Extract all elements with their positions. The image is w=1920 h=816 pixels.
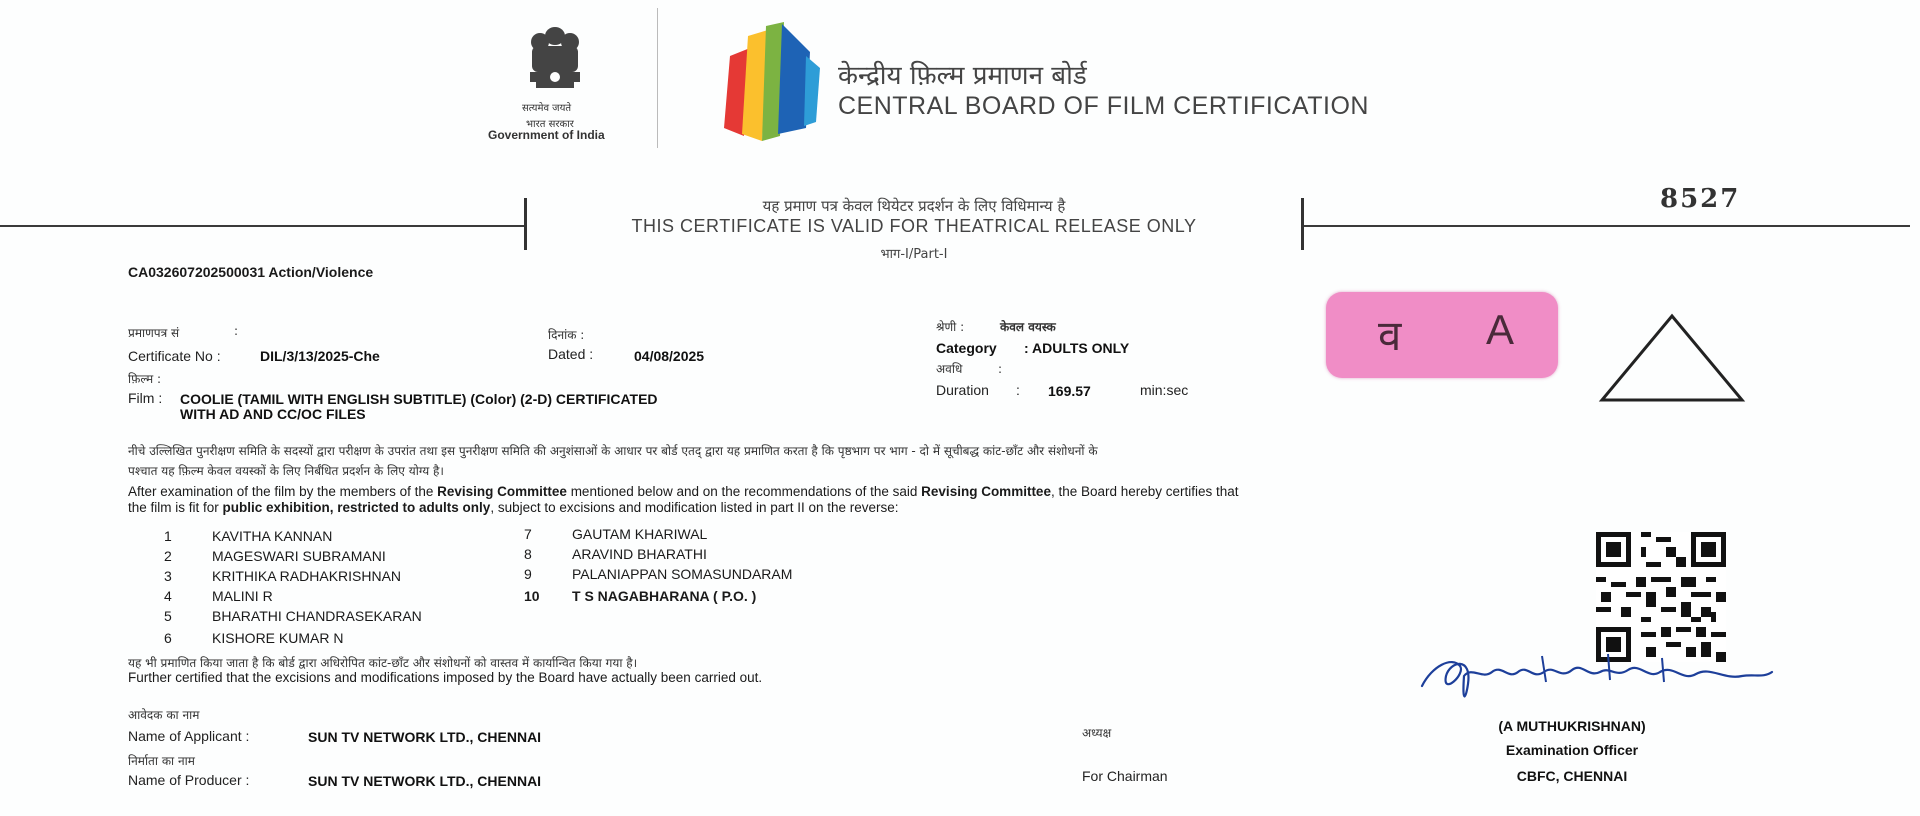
member-name: ARAVIND BHARATHI [572,546,707,562]
member-number: 4 [164,588,172,604]
duration-label-hindi: अवधि [936,362,963,376]
para1-hindi-line1: नीचे उल्लिखित पुनरीक्षण समिति के सदस्यों द्वारा परीक्षण के उपरांत तथा इस पुनरीक्षण समिति की अनुशंसाओं के आधार पर बोर्ड एतद् द्वारा यह प्रमाणित करता है कि पृष्ठभाग पर भाग - दो में सूचीबद्ध कांट-छाँट और संशोधनों के [128,444,1098,458]
member-name: PALANIAPPAN SOMASUNDARAM [572,566,793,582]
member-number: 7 [524,526,532,542]
member-name: KISHORE KUMAR N [212,630,344,646]
triangle-mark-icon [1596,310,1748,406]
para1-english-line1: After examination of the film by the members of the Revising Committee mentioned below and on the recommendations of the said Revising Committee, the Board hereby certifies that [128,484,1239,499]
banner-part: भाग-I/Part-I [880,247,948,262]
rating-english: A [1486,306,1515,353]
dated-label: Dated : [548,346,594,362]
member-number: 10 [524,588,540,604]
applicant-label: Name of Applicant : [128,728,250,744]
cbfc-logo-icon [710,16,830,141]
applicant-label-hindi: आवेदक का नाम [128,708,200,722]
category-value: : ADULTS ONLY [1024,340,1130,356]
cbfc-logo [710,16,830,141]
category-value-hindi: केवल वयस्क [1000,320,1056,334]
member-name: GAUTAM KHARIWAL [572,526,708,542]
category-label: Category [936,340,997,356]
state-emblem [480,18,630,148]
film-label: Film : [128,390,163,406]
member-number: 5 [164,608,172,624]
member-name: KAVITHA KANNAN [212,528,333,544]
cert-no-label-hindi: प्रमाणपत्र सं [128,326,180,340]
member-name: T S NAGABHARANA ( P.O. ) [572,588,757,604]
certificate-reference: CA032607202500031 Action/Violence [128,264,374,280]
member-number: 8 [524,546,532,562]
chairman-label: For Chairman [1082,768,1168,784]
banner-hindi: यह प्रमाण पत्र केवल थियेटर प्रदर्शन के लिए विधिमान्य है [762,197,1066,215]
producer-label: Name of Producer : [128,772,250,788]
para1-hindi-line2: पश्चात यह फ़िल्म केवल वयस्कों के लिए निर्बंधित प्रदर्शन के लिए योग्य है। [128,464,444,478]
banner-rule-left [0,225,524,227]
gov-english: Government of India [488,128,605,142]
para2-english: Further certified that the excisions and modifications imposed by the Board have actually been carried out. [128,670,763,685]
banner-bar-left [524,198,527,250]
film-label-hindi: फ़िल्म : [128,372,162,386]
member-name: MALINI R [212,588,273,604]
colon: : [234,324,239,338]
colon: : [1016,382,1020,398]
duration-value: 169.57 [1048,383,1091,399]
film-title-line2: WITH AD AND CC/OC FILES [180,406,366,422]
board-title-english: CENTRAL BOARD OF FILM CERTIFICATION [838,92,1369,120]
producer-value: SUN TV NETWORK LTD., CHENNAI [308,773,542,789]
officer-name: (A MUTHUKRISHNAN) [1498,718,1646,734]
cert-no-label: Certificate No : [128,348,221,364]
member-number: 6 [164,630,172,646]
film-title-line1: COOLIE (TAMIL WITH ENGLISH SUBTITLE) (Color) (2-D) CERTIFICATED [180,391,658,407]
member-number: 3 [164,568,172,584]
banner-bar-right [1301,198,1304,250]
officer-office: CBFC, CHENNAI [1516,768,1628,784]
member-number: 9 [524,566,532,582]
member-name: MAGESWARI SUBRAMANI [212,548,386,564]
member-number: 2 [164,548,172,564]
duration-label: Duration [936,382,989,398]
para1-english-line2: the film is fit for public exhibition, restricted to adults only, subject to excisions and modification listed in part II on the reverse: [128,500,899,515]
applicant-value: SUN TV NETWORK LTD., CHENNAI [308,729,542,745]
producer-label-hindi: निर्माता का नाम [128,754,195,768]
chairman-label-hindi: अध्यक्ष [1082,726,1112,740]
member-name: KRITHIKA RADHAKRISHNAN [212,568,402,584]
rating-hindi: व [1378,311,1402,360]
duration-unit: min:sec [1140,382,1189,398]
cert-no-value: DIL/3/13/2025-Che [260,348,380,364]
member-name: BHARATHI CHANDRASEKARAN [212,608,422,624]
gov-hindi: भारत सरकार [526,119,574,130]
board-title-hindi: केन्द्रीय फ़िल्म प्रमाणन बोर्ड [838,61,1087,91]
emblem-motto: सत्यमेव जयते [522,103,572,114]
signature [1412,636,1782,706]
officer-title: Examination Officer [1505,742,1639,758]
rating-badge [1326,292,1558,378]
dated-label-hindi: दिनांक : [548,328,585,342]
category-label-hindi: श्रेणी : [936,320,965,334]
banner-english: THIS CERTIFICATE IS VALID FOR THEATRICAL RELEASE ONLY [631,216,1197,236]
member-number: 1 [164,528,172,544]
serial-number: 8527 [1660,184,1741,214]
header-divider [657,8,658,148]
dated-value: 04/08/2025 [634,348,705,364]
colon: : [998,362,1003,376]
banner-rule-right [1304,225,1910,227]
para2-hindi: यह भी प्रमाणित किया जाता है कि बोर्ड द्वारा अधिरोपित कांट-छाँट और संशोधनों को वास्तव में कार्यान्वित किया गया है। [128,656,638,670]
